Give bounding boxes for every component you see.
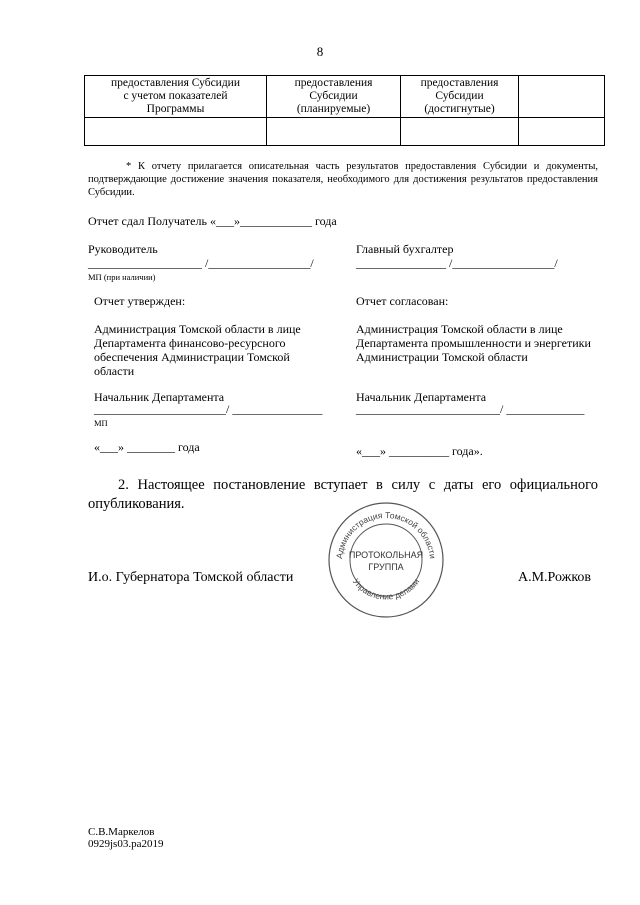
main-paragraph: 2. Настоящее постановление вступает в силу с даты его официального опубликования. — [88, 477, 598, 512]
official-stamp — [326, 500, 446, 620]
table-cell: предоставления Субсидии с учетом показателей Программы — [85, 76, 267, 118]
table-cell — [85, 118, 267, 146]
table-cell — [519, 118, 605, 146]
agreed-signature-line: ________________________/ _____________ — [356, 402, 585, 416]
approved-organization: Администрация Томской области в лице Департамента финансово-ресурсного обеспечения Администрации Томской области — [94, 322, 301, 378]
agreed-organization: Администрация Томской области в лице Департамента промышленности и энергетики Администрации Томской области — [356, 322, 591, 364]
stamp-outer-text: Администрация Томской области — [334, 509, 438, 560]
author: С.В.Маркелов — [88, 826, 155, 838]
doc-code: 0929js03.pa2019 — [88, 838, 164, 850]
table-row — [85, 118, 605, 146]
accountant-label: Главный бухгалтер — [356, 242, 454, 256]
seal-note: МП (при наличии) — [88, 272, 156, 282]
footnote: * К отчету прилагается описательная часть результатов предоставления Субсидии и документы, подтверждающие достижение значения показателя, необходимого для достижения результатов предоставления Субсидии. — [88, 161, 598, 198]
head-signature-line: ___________________ /_________________/ — [88, 256, 314, 270]
accountant-signature-line: _______________ /_________________/ — [356, 256, 558, 270]
agreed-date: «___» __________ года». — [356, 444, 483, 458]
report-table — [84, 75, 605, 146]
table-cell — [519, 76, 605, 118]
stamp-center-line2: ГРУППА — [368, 562, 404, 572]
agreed-title: Отчет согласован: — [356, 294, 449, 308]
table-cell: предоставления Субсидии (планируемые) — [267, 76, 401, 118]
table-cell — [401, 118, 519, 146]
table-cell — [267, 118, 401, 146]
report-submitted-line: Отчет сдал Получатель «___»____________ года — [88, 214, 337, 228]
approved-signature-line: ______________________/ _______________ — [94, 402, 323, 416]
approved-position: Начальник Департамента — [94, 390, 225, 404]
approved-mp: МП — [94, 418, 108, 428]
approved-title: Отчет утвержден: — [94, 294, 186, 308]
governor-name: А.М.Рожков — [518, 570, 592, 585]
head-label: Руководитель — [88, 242, 158, 256]
table-row — [85, 76, 605, 118]
stamp-center-line1: ПРОТОКОЛЬНАЯ — [348, 550, 424, 560]
approved-date: «___» ________ года — [94, 440, 200, 454]
agreed-position: Начальник Департамента — [356, 390, 487, 404]
table-cell: предоставления Субсидии (достигнутые) — [401, 76, 519, 118]
governor-title: И.о. Губернатора Томской области — [88, 570, 294, 585]
stamp-bottom-text: Управление делами — [350, 576, 422, 602]
page-number: 8 — [316, 44, 324, 59]
